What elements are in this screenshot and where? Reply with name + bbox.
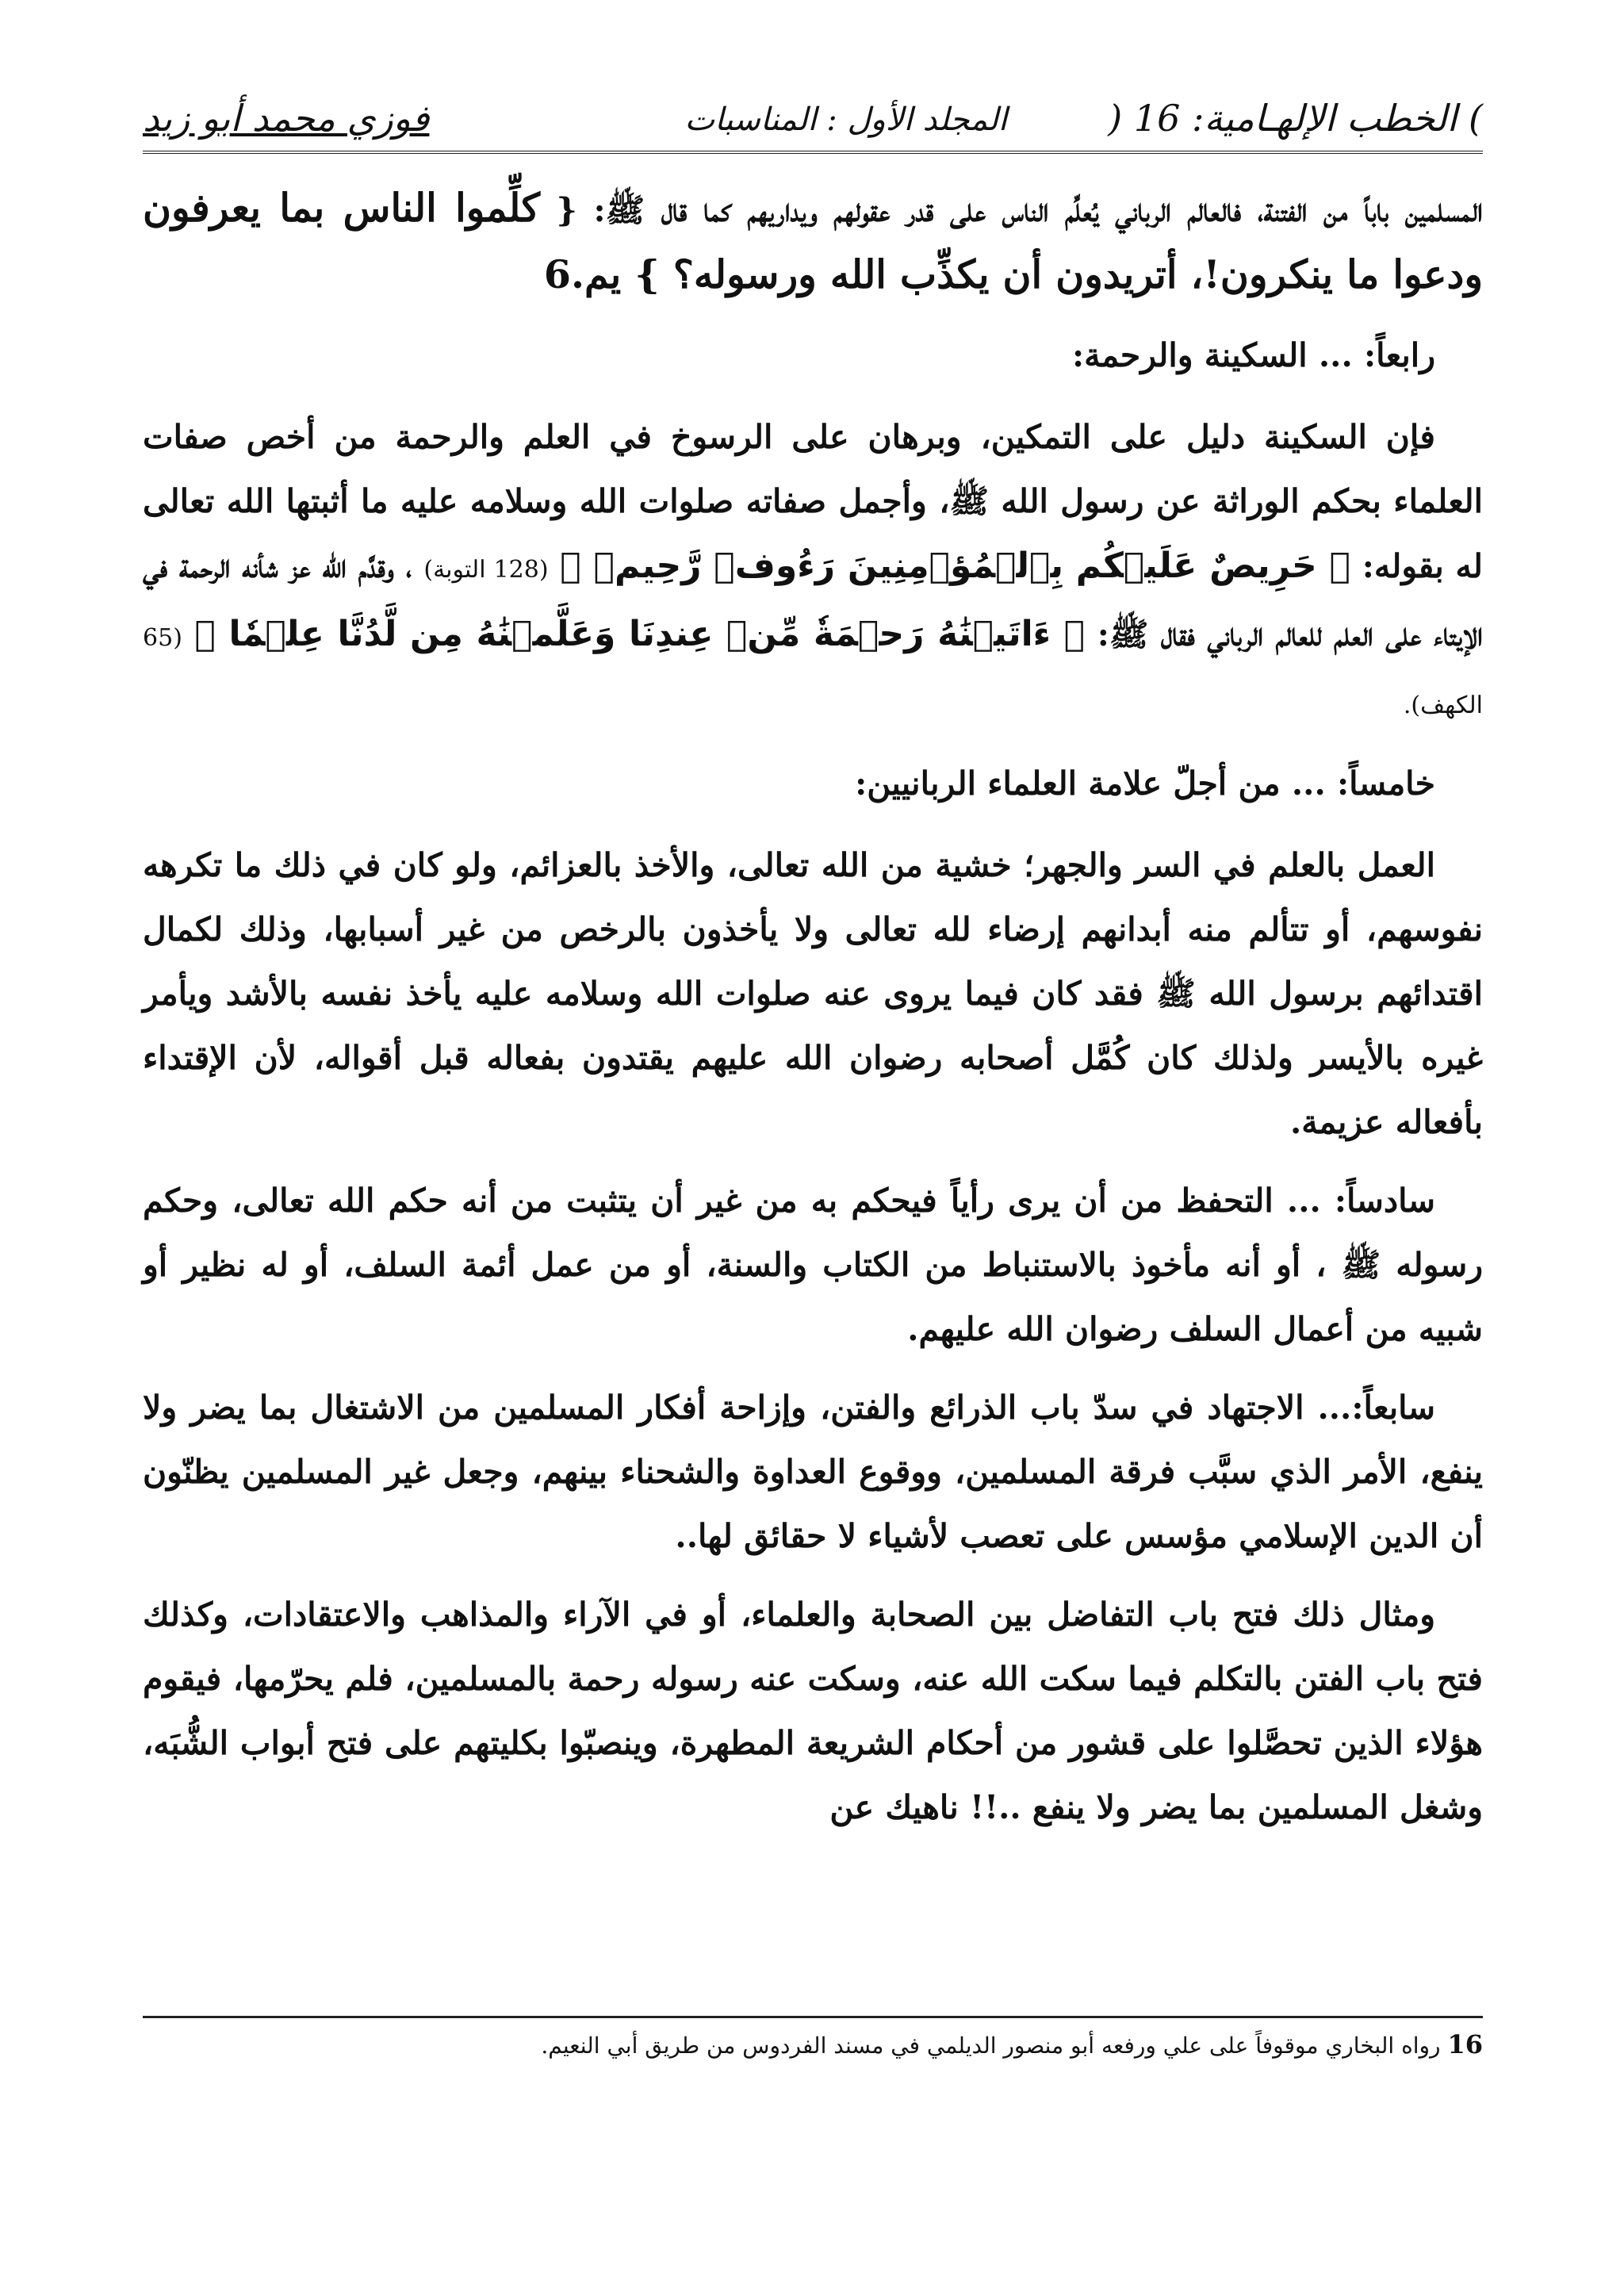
verse-reference-tawbah: (128 التوبة)	[423, 556, 549, 584]
author-name: فوزي محمد أبو زيد	[143, 97, 430, 140]
paragraph-seventh: سابعاً:... الاجتهاد في سدّ باب الذرائع والفتن، وإزاحة أفكار المسلمين من الاشتغال بما يضر ولا ينفع، الأمر الذي سبَّب فرقة المسلمين، ووقوع العداوة والشحناء بينهم، وجعل غير المسلمين يظنّون أن الدين الإسلامي مؤسس على تعصب لأشياء لا حقائق لها..	[143, 1389, 1483, 1555]
paragraph-eighth: ومثال ذلك فتح باب التفاضل بين الصحابة والعلماء، أو في الآراء والمذاهب والاعتقادات، وكذلك فتح باب الفتن بالتكلم فيما سكت الله عنه، وسكت عنه رسوله رحمة بالمسلمين، فلم يحرّمها، فيقوم هؤلاء الذين تحصَّلوا على قشور من أحكام الشريعة المطهرة، وينصبّوا بكليتهم على فتح أبواب الشُّبَه، وشغل المسلمين بما يضر ولا ينفع ..!! ناهيك عن	[143, 1596, 1483, 1826]
book-title: ) الخطب الإلهـامية: 16 (	[1108, 97, 1483, 140]
footnote	[143, 2030, 1483, 2060]
heading-fifth: خامساً: ... من أجلّ علامة العلماء الربانيين:	[855, 764, 1435, 803]
page-body	[143, 176, 1483, 1854]
paragraph-fourth-text-a: فإن السكينة دليل على التمكين، وبرهان على الرسوخ في العلم والرحمة من أخص صفات العلماء بحكم الوراثة عن رسول الله ﷺ، وأجمل صفاته صلوات الله وسلامه عليه ما أثبتها الله تعالى له بقوله:	[143, 418, 1483, 585]
paragraph-intro	[143, 176, 1483, 309]
paragraph-sixth: سادساً: ... التحفظ من أن يرى رأياً فيحكم به من غير أن يتثبت من أنه حكم الله تعالى، وحكم رسوله ﷺ ، أو أنه مأخوذ بالاستنباط من الكتاب والسنة، أو من عمل أئمة السلف، أو له نظير أو شبيه من أعمال السلف رضوان الله عليهم.	[143, 1182, 1483, 1348]
quran-verse-tawbah: ﴿ حَرِيصٌ عَلَيۡكُم بِٱلۡمُؤۡمِنِينَ رَءُوفٞ رَّحِيمٞ ﴾	[560, 546, 1350, 586]
intro-text: المسلمين باباً من الفتنة، فالعالم الرباني يُعلِّم الناس على قدر عقولهم ويداريهم كما قال ﷺ: {	[556, 191, 1483, 229]
footnote-number: 16	[1447, 2029, 1483, 2059]
heading-fourth: رابعاً: ... السكينة والرحمة:	[1072, 336, 1435, 374]
volume-title: المجلد الأول : المناسبات	[684, 102, 1007, 138]
quran-verse-kahf: ﴿ ءَاتَيۡنَٰهُ رَحۡمَةٗ مِّنۡ عِندِنَا وَعَلَّمۡنَٰهُ مِن لَّدُنَّا عِلۡمٗا ﴾	[194, 614, 1086, 654]
paragraph-fourth-text-b: ، وقدَّم الله عز شأنه الرحمة في الإيتاء على العلم للعالم الرباني فقال ﷺ:	[143, 547, 1483, 653]
footnote-divider	[143, 2016, 1483, 2018]
paragraph-fifth: العمل بالعلم في السر والجهر؛ خشية من الله تعالى، والأخذ بالعزائم، ولو كان في ذلك ما تكرهه نفوسهم، أو تتألم منه أبدانهم إرضاء لله تعالى ولا يأخذون بالرخص من غير أسبابها، وذلك لكمال اقتدائهم برسول الله ﷺ فقد كان فيما يروى عنه صلوات الله وسلامه عليه يأخذ نفسه بالأشد ويأمر غيره بالأيسر ولذلك كان كُمَّل أصحابه رضوان الله عليهم يقتدون بفعاله قبل أقواله، لأن الإقتداء بأفعاله عزيمة.	[143, 846, 1483, 1141]
paragraph-fourth	[143, 405, 1483, 737]
verse-reference-kahf: (65 الكهف).	[143, 624, 1483, 719]
hadith-quote: كلِّموا الناس بما يعرفون ودعوا ما ينكرون!، أتريدون أن يكذِّب الله ورسوله؟ } يم.6	[143, 185, 1483, 297]
footnote-text: رواه البخاري موقوفاً على علي ورفعه أبو منصور الديلمي في مسند الفردوس من طريق أبي النعيم.	[541, 2032, 1441, 2059]
page-header	[143, 79, 1483, 154]
